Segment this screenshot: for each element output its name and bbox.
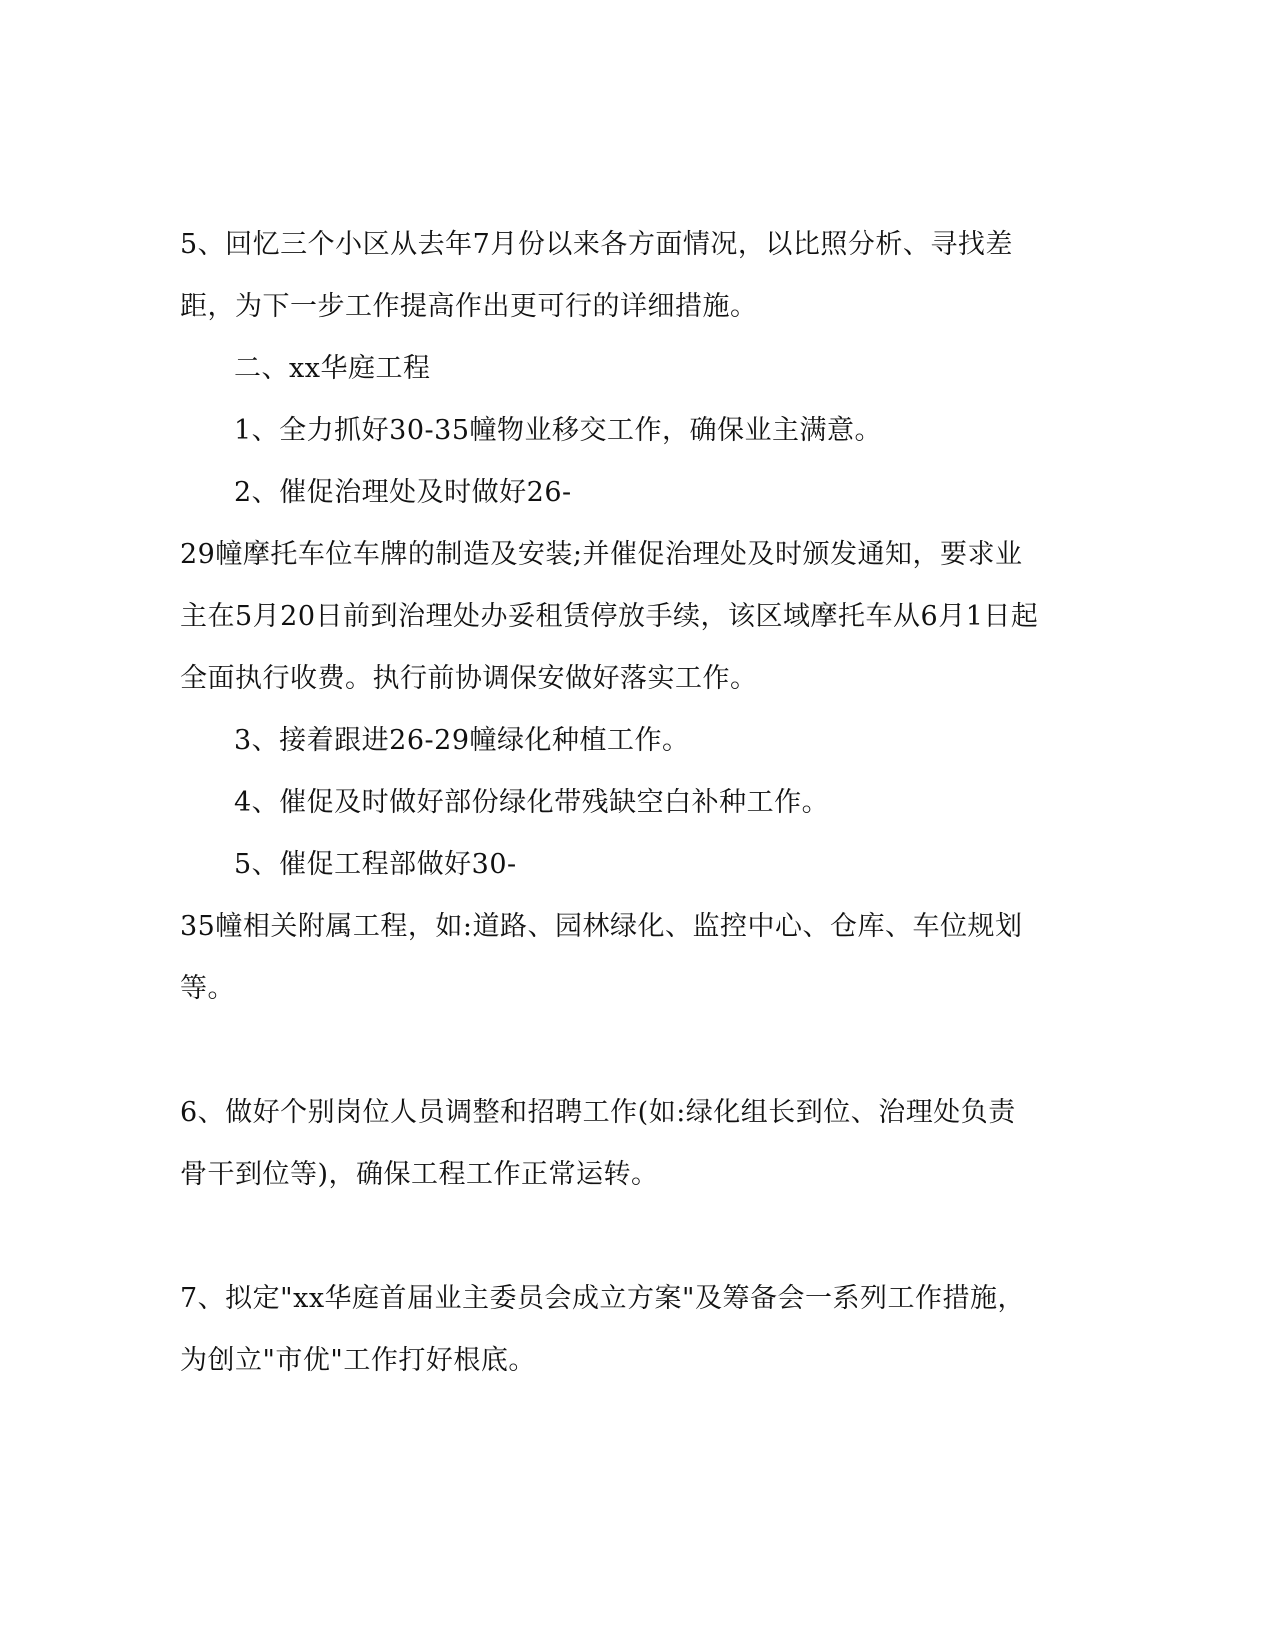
section-heading: 二、xx华庭工程 <box>234 353 431 384</box>
text-line-11: 5、催促工程部做好30- <box>234 849 517 880</box>
text-line-12: 35幢相关附属工程，如:道路、园林绿化、监控中心、仓库、车位规划 <box>180 911 1023 942</box>
text-line-4: 1、全力抓好30-35幢物业移交工作，确保业主满意。 <box>234 415 883 446</box>
text-line-10: 4、催促及时做好部份绿化带残缺空白补种工作。 <box>234 787 830 818</box>
text-line-6: 29幢摩托车位车牌的制造及安装;并催促治理处及时颁发通知，要求业 <box>180 539 1023 570</box>
text-line-9: 3、接着跟进26-29幢绿化种植工作。 <box>234 725 690 756</box>
text-line-14: 6、做好个别岗位人员调整和招聘工作(如:绿化组长到位、治理处负责 <box>180 1097 1016 1128</box>
text-line-8: 全面执行收费。执行前协调保安做好落实工作。 <box>180 663 758 694</box>
text-line-17: 为创立"市优"工作打好根底。 <box>180 1345 536 1376</box>
text-line-13: 等。 <box>180 973 235 1004</box>
text-line-1: 5、回忆三个小区从去年7月份以来各方面情况，以比照分析、寻找差 <box>180 229 1013 260</box>
text-line-15: 骨干到位等)，确保工程工作正常运转。 <box>180 1159 659 1190</box>
text-line-7: 主在5月20日前到治理处办妥租赁停放手续，该区域摩托车从6月1日起 <box>180 601 1039 632</box>
text-line-2: 距，为下一步工作提高作出更可行的详细措施。 <box>180 291 758 322</box>
text-line-16: 7、拟定"xx华庭首届业主委员会成立方案"及筹备会一系列工作措施， <box>180 1283 1025 1314</box>
text-line-5: 2、催促治理处及时做好26- <box>234 477 572 508</box>
